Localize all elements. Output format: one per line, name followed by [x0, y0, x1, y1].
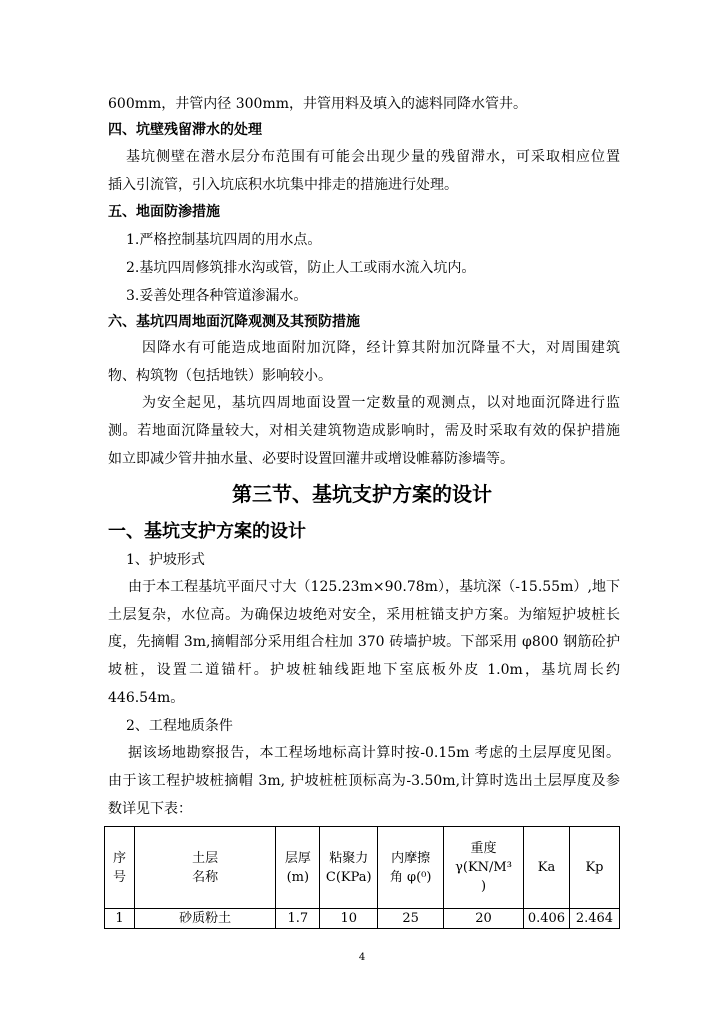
paragraph-line: 为安全起见，基坑四周地面设置一定数量的观测点，以对地面沉降进行监	[142, 395, 620, 411]
cell-seq: 1	[105, 909, 135, 929]
header-layer-name: 土层 名称	[134, 827, 275, 909]
paragraph-line: 因降水有可能造成地面附加沉降，经计算其附加沉降量不大，对周围建筑	[142, 340, 620, 356]
list-item: 1.严格控制基坑四周的用水点。	[126, 232, 322, 248]
subheading-geology: 2、工程地质条件	[126, 718, 233, 734]
paragraph-line: 由于本工程基坑平面尺寸大（125.23m×90.78m），基坑深（-15.55m）,地下	[128, 579, 620, 595]
paragraph-line: 物、构筑物（包括地铁）影响较小。	[108, 368, 332, 384]
cell-layer-name: 砂质粉土	[134, 909, 275, 929]
heading-support-design: 一、基坑支护方案的设计	[108, 521, 306, 542]
section-title: 第三节、基坑支护方案的设计	[232, 482, 492, 506]
cell-ka: 0.406	[523, 909, 569, 929]
page-number: 4	[358, 952, 366, 963]
paragraph-line: 由于该工程护坡桩摘帽 3m, 护坡桩桩顶标高为-3.50m,计算时选出土层厚度及参	[108, 773, 620, 789]
paragraph-line: 度，先摘帽 3m,摘帽部分采用组合柱加 370 砖墙护坡。下部采用 φ800 钢筋砼护	[108, 634, 620, 650]
header-unit-weight: 重度 γ(KN/M³ )	[444, 827, 524, 909]
paragraph-line: 土层复杂，水位高。为确保边坡绝对安全，采用桩锚支护方案。为缩短护坡桩长	[108, 607, 620, 623]
header-ka: Ka	[523, 827, 569, 909]
cell-kp: 2.464	[569, 909, 619, 929]
header-seq: 序 号	[105, 827, 135, 909]
table-row	[105, 909, 620, 929]
cell-friction-angle: 25	[378, 909, 444, 929]
paragraph-line: 插入引流管，引入坑底积水坑集中排走的措施进行处理。	[108, 177, 458, 193]
paragraph-line: 基坑侧壁在潜水层分布范围有可能会出现少量的残留滞水，可采取相应位置	[126, 149, 620, 165]
list-item: 2.基坑四周修筑排水沟或管，防止人工或雨水流入坑内。	[126, 260, 476, 276]
list-item: 3.妥善处理各种管道渗漏水。	[126, 288, 308, 304]
cell-unit-weight: 20	[444, 909, 524, 929]
paragraph-line: 600mm，井管内径 300mm，井管用料及填入的滤料同降水管井。	[108, 96, 527, 112]
paragraph-line: 446.54m。	[108, 690, 185, 706]
header-kp: Kp	[569, 827, 619, 909]
heading-ground-seepage: 五、地面防渗措施	[108, 204, 220, 220]
heading-settlement: 六、基坑四周地面沉降观测及其预防措施	[108, 314, 360, 330]
cell-cohesion: 10	[320, 909, 378, 929]
heading-wall-seepage: 四、坑壁残留滞水的处理	[108, 122, 262, 138]
paragraph-line: 坡桩，设置二道锚杆。护坡桩轴线距地下室底板外皮 1.0m，基坑周长约	[108, 662, 620, 678]
table-header-row	[105, 827, 620, 909]
paragraph-line: 如立即减少管井抽水量、必要时设置回灌井或增设帷幕防渗墙等。	[108, 451, 514, 467]
paragraph-line: 数详见下表：	[108, 801, 192, 817]
paragraph-line: 测。若地面沉降量较大，对相关建筑物造成影响时，需及时采取有效的保护措施	[108, 423, 620, 439]
paragraph-line: 据该场地勘察报告，本工程场地标高计算时按-0.15m 考虑的土层厚度见图。	[128, 745, 620, 761]
header-friction-angle: 内摩擦 角 φ(⁰)	[378, 827, 444, 909]
soil-parameter-table	[104, 826, 620, 929]
header-thickness: 层厚 (m)	[276, 827, 320, 909]
cell-thickness: 1.7	[276, 909, 320, 929]
header-cohesion: 粘聚力 C(KPa)	[320, 827, 378, 909]
subheading-slope-form: 1、护坡形式	[126, 552, 205, 568]
